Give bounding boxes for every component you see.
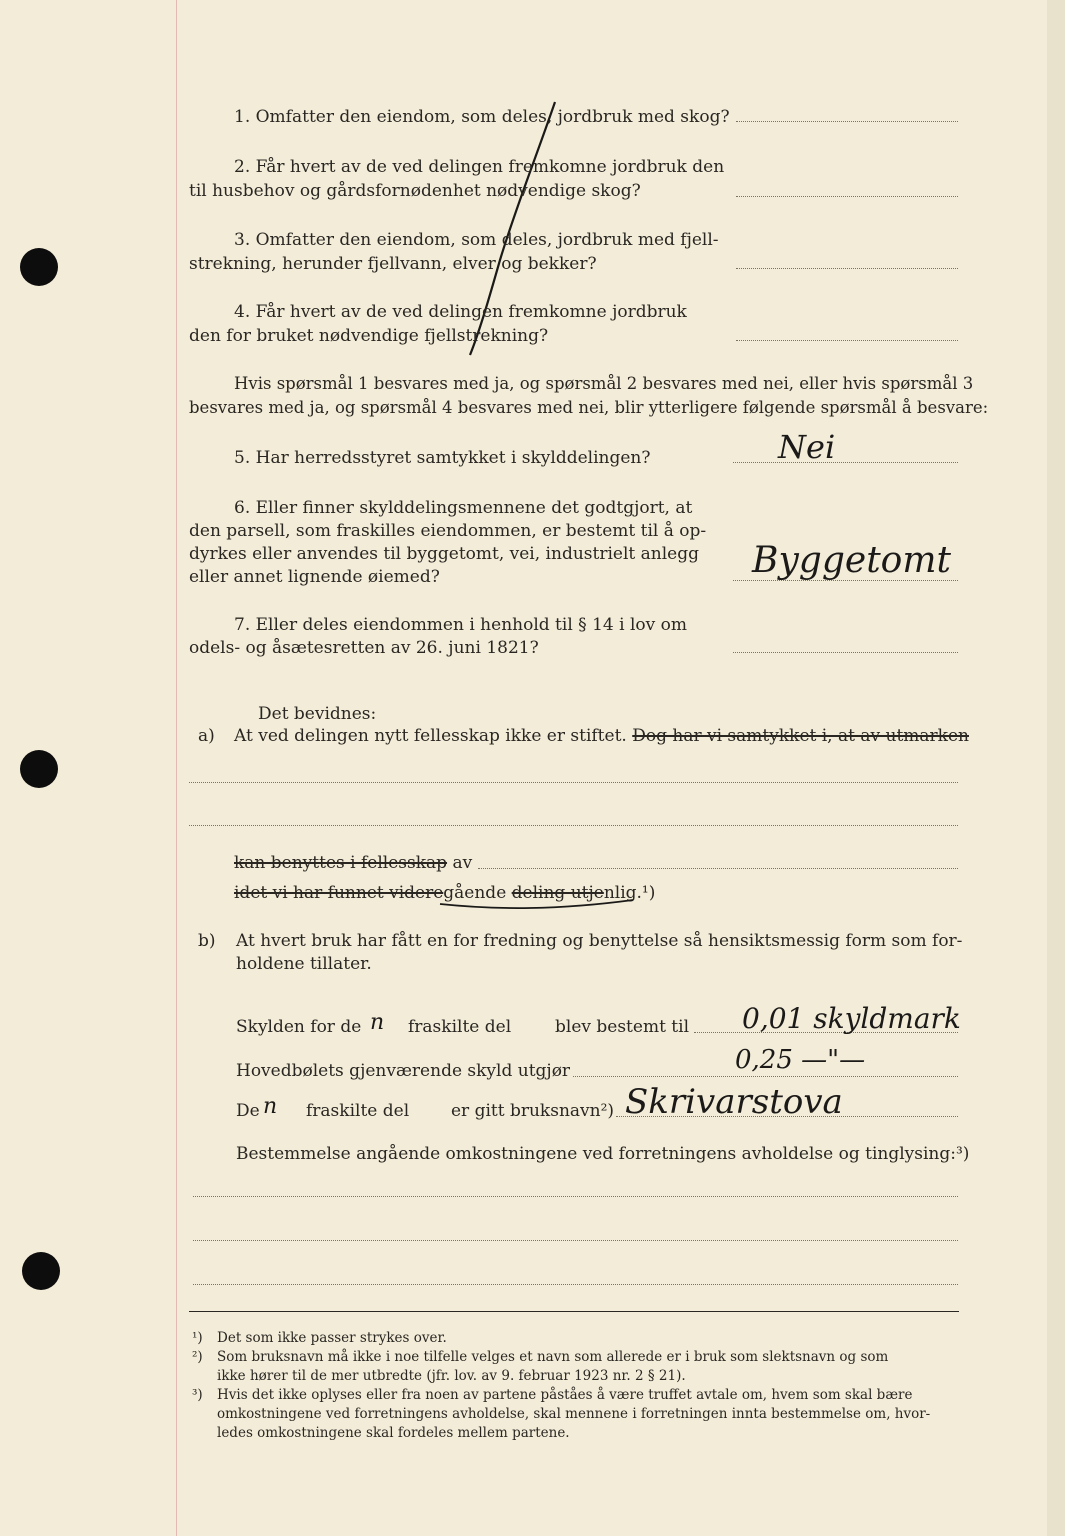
answer-line-2 <box>736 196 958 197</box>
question-6-line3: dyrkes eller anvendes til byggetomt, vei, industrielt anlegg <box>189 544 699 564</box>
fill-line-a3 <box>478 868 958 869</box>
footnote-1-mark: ¹) <box>192 1330 203 1346</box>
skyld-line1-mid: fraskilte del <box>408 1017 512 1037</box>
punch-hole-middle <box>20 750 58 788</box>
answer-5-handwritten: Nei <box>778 428 836 466</box>
item-b-line2: holdene tillater. <box>236 954 372 974</box>
item-b-line1: At hvert bruk har fått en for fredning og benyttelse så hensiktsmessig form som for- <box>236 931 963 951</box>
certification-heading: Det bevidnes: <box>258 704 377 724</box>
skyld-line1-post: blev bestemt til <box>555 1017 690 1037</box>
margin-line <box>176 0 177 1536</box>
question-4-line1: 4. Får hvert av de ved delingen fremkomne jordbruk <box>234 302 687 322</box>
footnote-3-line2: omkostningene ved forretningens avholdelse, skal mennene i forretningen innta bestemmelse om, hvor- <box>217 1406 931 1422</box>
question-7-line2: odels- og åsætesretten av 26. juni 1821? <box>189 638 539 658</box>
footnote-3-line1: Hvis det ikke oplyses eller fra noen av partene påståes å være truffet avtale om, hvem som skal bære <box>217 1387 913 1403</box>
footnote-1: Det som ikke passer strykes over. <box>217 1330 447 1346</box>
cost-line-3 <box>193 1284 958 1285</box>
item-a-line3-plain-2: nlig.¹) <box>603 883 656 903</box>
cost-line-2 <box>193 1240 958 1241</box>
skyld-line2-value: 0,25 —"— <box>735 1045 866 1075</box>
question-3-line1: 3. Omfatter den eiendom, som deles, jordbruk med fjell- <box>234 230 719 250</box>
page-edge <box>1047 0 1065 1536</box>
punch-hole-bottom <box>22 1252 60 1290</box>
item-a-line2 <box>234 852 472 874</box>
answer-line-1 <box>736 121 958 122</box>
question-2-line2: til husbehov og gårdsfornødenhet nødvendige skog? <box>189 181 641 201</box>
question-6-line2: den parsell, som fraskilles eiendommen, er bestemt til å op- <box>189 521 707 541</box>
item-b-marker: b) <box>198 931 216 951</box>
footnote-3-line3: ledes omkostningene skal fordeles mellem partene. <box>217 1425 570 1441</box>
footnote-2-line2: ikke hører til de mer utbredte (jfr. lov. av 9. februar 1923 nr. 2 § 21). <box>217 1368 686 1384</box>
item-a-struck-text: Dog har vi samtykket i, at av utmarken <box>632 726 969 746</box>
item-a-text <box>234 725 969 747</box>
skyld-line3-post: er gitt bruksnavn²) <box>451 1101 615 1121</box>
answer-6-handwritten: Byggetomt <box>752 540 951 581</box>
skyld-value-line-2 <box>573 1076 958 1077</box>
answer-line-4 <box>736 340 958 341</box>
question-1: 1. Omfatter den eiendom, som deles, jordbruk med skog? <box>234 107 730 127</box>
item-a-line3-struck-1: idet vi har funnet videre <box>234 883 444 903</box>
footnote-2-mark: ²) <box>192 1349 203 1365</box>
question-3-line2: strekning, herunder fjellvann, elver og bekker? <box>189 254 597 274</box>
item-a-line2-struck: kan benyttes i fellesskap <box>234 853 448 873</box>
skyld-line3-pre: De <box>236 1101 260 1121</box>
footnote-rule <box>189 1311 959 1312</box>
fill-line-a1 <box>189 782 958 783</box>
bruksnavn-handwritten: Skrivarstova <box>625 1082 843 1122</box>
answer-line-7 <box>733 652 958 653</box>
footnote-3-mark: ³) <box>192 1387 203 1403</box>
cost-label: Bestemmelse angående omkostningene ved forretningens avholdelse og tinglysing:³) <box>236 1144 970 1164</box>
skyld-line1-pre: Skylden for de <box>236 1017 362 1037</box>
item-a-marker: a) <box>198 726 215 746</box>
cost-line-1 <box>193 1196 958 1197</box>
question-6-line4: eller annet lignende øiemed? <box>189 567 440 587</box>
item-a-statement: At ved delingen nytt fellesskap ikke er stiftet. <box>234 726 627 746</box>
question-2-line1: 2. Får hvert av de ved delingen fremkomne jordbruk den <box>234 157 725 177</box>
punch-hole-top <box>20 248 58 286</box>
condition-line-1: Hvis spørsmål 1 besvares med ja, og spørsmål 2 besvares med nei, eller hvis spørsmål 3 <box>234 374 974 393</box>
condition-line-2: besvares med ja, og spørsmål 4 besvares med nei, blir ytterligere følgende spørsmål å besvare: <box>189 398 989 417</box>
skyld-line3-mid: fraskilte del <box>306 1101 410 1121</box>
answer-line-5 <box>733 462 958 463</box>
skyld-line2-label: Hovedbølets gjenværende skyld utgjør <box>236 1061 571 1081</box>
question-5: 5. Har herredsstyret samtykket i skylddelingen? <box>234 448 651 468</box>
skyld-line3-hw-n: n <box>263 1094 278 1119</box>
fill-line-a2 <box>189 825 958 826</box>
question-7-line1: 7. Eller deles eiendommen i henhold til § 14 i lov om <box>234 615 687 635</box>
item-a-line3-plain-1: gående <box>443 883 512 903</box>
item-a-line2-tail: av <box>452 853 473 873</box>
question-4-line2: den for bruket nødvendige fjellstrekning? <box>189 326 549 346</box>
pen-underline-mark <box>438 896 638 916</box>
item-a-line3-struck-2: deling utje <box>511 883 604 903</box>
skyld-line1-hw-n: n <box>370 1010 385 1035</box>
footnote-2-line1: Som bruksnavn må ikke i noe tilfelle velges et navn som allerede er i bruk som slektsnavn og som <box>217 1349 889 1365</box>
question-6-line1: 6. Eller finner skylddelingsmennene det godtgjort, at <box>234 498 693 518</box>
skyld-line1-value: 0,01 skyldmark <box>742 1002 961 1035</box>
answer-line-3 <box>736 268 958 269</box>
